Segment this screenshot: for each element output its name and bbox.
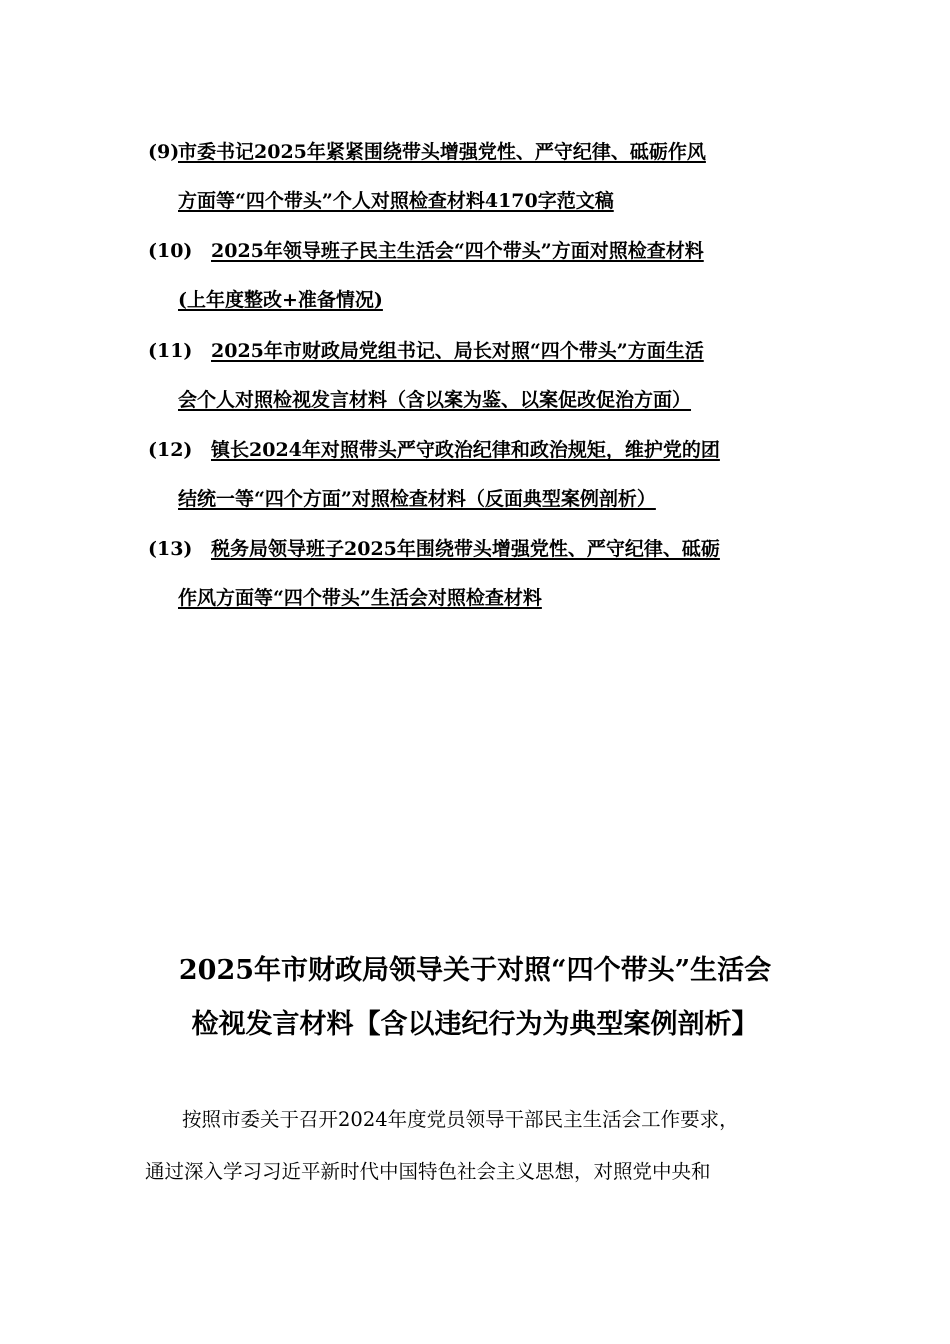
- toc-entry-number: (13): [148, 538, 193, 560]
- toc-entry-number: (9): [148, 141, 180, 163]
- toc-entry-link-line1[interactable]: 2025年领导班子民主生活会“四个带头”方面对照检查材料: [211, 240, 704, 262]
- document-title-line1: 2025年市财政局领导关于对照“四个带头”生活会: [178, 955, 772, 986]
- toc-entry-number: (12): [148, 439, 193, 461]
- paragraph-line2: 通过深入学习习近平新时代中国特色社会主义思想，对照党中央和: [145, 1160, 711, 1183]
- toc-entry-link-line1[interactable]: 镇长2024年对照带头严守政治纪律和政治规矩，维护党的团: [211, 439, 720, 461]
- toc-entry-link-line2[interactable]: 方面等“四个带头”个人对照检查材料4170字范文稿: [178, 190, 614, 212]
- toc-entry-link-line2[interactable]: (上年度整改+准备情况): [178, 289, 383, 311]
- toc-entry-number: (11): [148, 340, 193, 362]
- toc-entry-link-line1[interactable]: 税务局领导班子2025年围绕带头增强党性、严守纪律、砥砺: [211, 538, 720, 560]
- toc-entry-number: (10): [148, 240, 193, 262]
- toc-entry-link-line2[interactable]: 会个人对照检视发言材料（含以案为鉴、以案促改促治方面）: [178, 389, 692, 411]
- toc-entry-link-line2[interactable]: 作风方面等“四个带头”生活会对照检查材料: [178, 587, 542, 609]
- toc-entry-link-line1[interactable]: 2025年市财政局党组书记、局长对照“四个带头”方面生活: [211, 340, 704, 362]
- document-title-line2: 检视发言材料【含以违纪行为为典型案例剖析】: [191, 1009, 759, 1040]
- toc-entry-link-line1[interactable]: 市委书记2025年紧紧围绕带头增强党性、严守纪律、砥砺作风: [178, 141, 706, 163]
- toc-entry-link-line2[interactable]: 结统一等“四个方面”对照检查材料（反面典型案例剖析）: [178, 488, 656, 510]
- paragraph-line1: 按照市委关于召开2024年度党员领导干部民主生活会工作要求，: [182, 1108, 739, 1131]
